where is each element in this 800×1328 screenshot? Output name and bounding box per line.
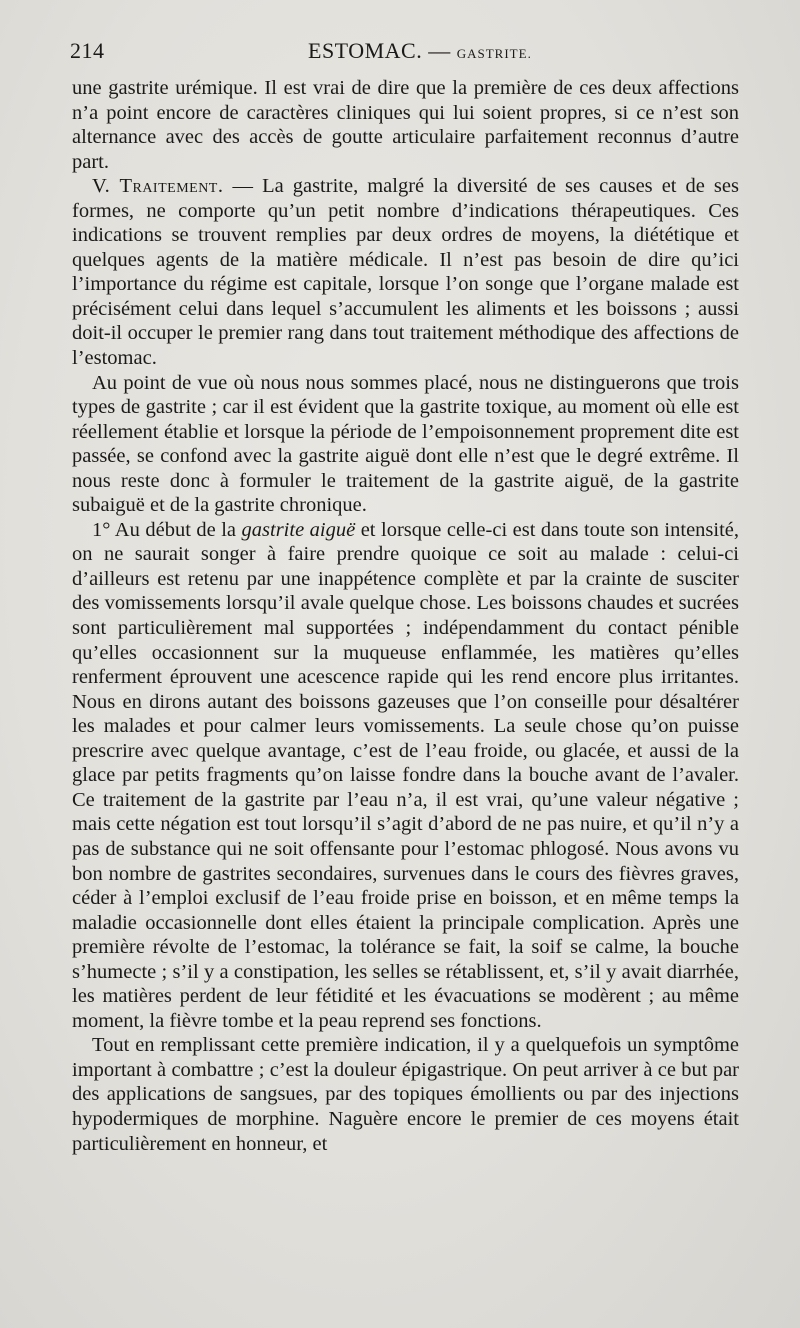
- running-head: [308, 38, 532, 64]
- paragraph-continuation: une gastrite urémique. Il est vrai de dire que la première de ces deux affections n’a point encore de caractères cliniques qui lui soient propres, si ce n’est son alternance avec des accès de goutte articulaire parfaitement reconnus d’autre part.: [72, 77, 739, 173]
- section-heading-traitement: V. Traitement.: [92, 175, 224, 198]
- page-number: 214: [70, 38, 105, 63]
- paragraph-gastrite-aigue: [72, 518, 739, 1033]
- paragraph-types-gastrite: Au point de vue où nous nous sommes placé, nous ne distinguerons que trois types de gastrite ; car il est évident que la gastrite toxique, au moment où elle est réellement établie et lorsque la période de l’empoisonnement proprement dite est passée, se confond avec la gastrite aiguë dont elle n’est que le degré extrême. Il nous reste donc à formuler le traitement de la gastrite aiguë, de la gastrite subaiguë et de la gastrite chronique.: [72, 371, 739, 517]
- running-head-sub: GASTRITE.: [456, 46, 532, 61]
- term-gastrite-aigue: gastrite aiguë: [241, 518, 356, 541]
- page-header: [70, 38, 740, 68]
- paragraph-gastrite-aigue-text: et lorsque celle-ci est dans toute son intensité, on ne saurait songer à faire prendre quoique ce soit au malade : celui-ci d’ailleurs est retenu par une inappétence complète et par la crainte de susciter des vomissements lorsqu’il avale quelque chose. Les boissons chaudes et sucrées sont particulièrement mal supportées ; indépendamment du contact pénible qu’elles occasionnent sur la muqueuse enflammée, les matières qu’elles renferment éprouvent une acescence rapide qui les rend encore plus irritantes. Nous en dirons autant des boissons gazeuses que l’on conseille pour désaltérer les malades et pour calmer leurs vomissements. La seule chose qu’on puisse prescrire avec quelque avantage, c’est de l’eau froide, ou glacée, et aussi de la glace par petits fragments qu’on laisse fondre dans la bouche avant de l’avaler. Ce traitement de la gastrite par l’eau n’a, il est vrai, qu’une valeur négative ; mais cette négation est tout lorsqu’il s’agit d’abord de ne pas nuire, et qu’il n’y a pas de substance qui ne soit offensante pour l’estomac phlogosé. Nous avons vu bon nombre de gastrites secondaires, survenues dans le cours des fièvres graves, céder à l’emploi exclusif de l’eau froide prise en boisson, et en même temps la maladie occasionnelle dont elles étaient la principale complication. Après une première révolte de l’estomac, la tolérance se fait, la soif se calme, la bouche s’humecte ; s’il y a constipation, les selles se rétablissent, et, s’il y avait diarrhée, les matières perdent de leur fétidité et les évacuations se modèrent ; au même moment, la fièvre tombe et la peau reprend ses fonctions.: [72, 518, 740, 1032]
- paragraph-traitement: [72, 174, 739, 370]
- running-head-main: ESTOMAC. —: [308, 38, 451, 63]
- paragraph-douleur-epigastrique: Tout en remplissant cette première indication, il y a quelquefois un symptôme important à combattre ; c’est la douleur épigastrique. On peut arriver à ce but par des applications de sangsues, par des topiques émollients ou par des injections hypodermiques de morphine. Naguère encore le premier de ces moyens était particulièrement en honneur, et: [72, 1034, 739, 1155]
- paragraph-gastrite-aigue-lead: 1° Au début de la: [92, 518, 242, 541]
- paragraph-traitement-text: — La gastrite, malgré la diversité de ses causes et de ses formes, ne comporte qu’un petit nombre d’indications thérapeutiques. Ces indications se trouvent remplies par deux ordres de moyens, la diététique et quelques agents de la matière médicale. Il n’est pas besoin de dire qu’ici l’importance du régime est capitale, lorsque l’on songe que l’organe malade est précisément celui dans lequel s’accumulent les aliments et les boissons ; aussi doit-il occuper le premier rang dans tout traitement méthodique des affections de l’estomac.: [72, 175, 739, 370]
- body-text: [72, 76, 739, 1156]
